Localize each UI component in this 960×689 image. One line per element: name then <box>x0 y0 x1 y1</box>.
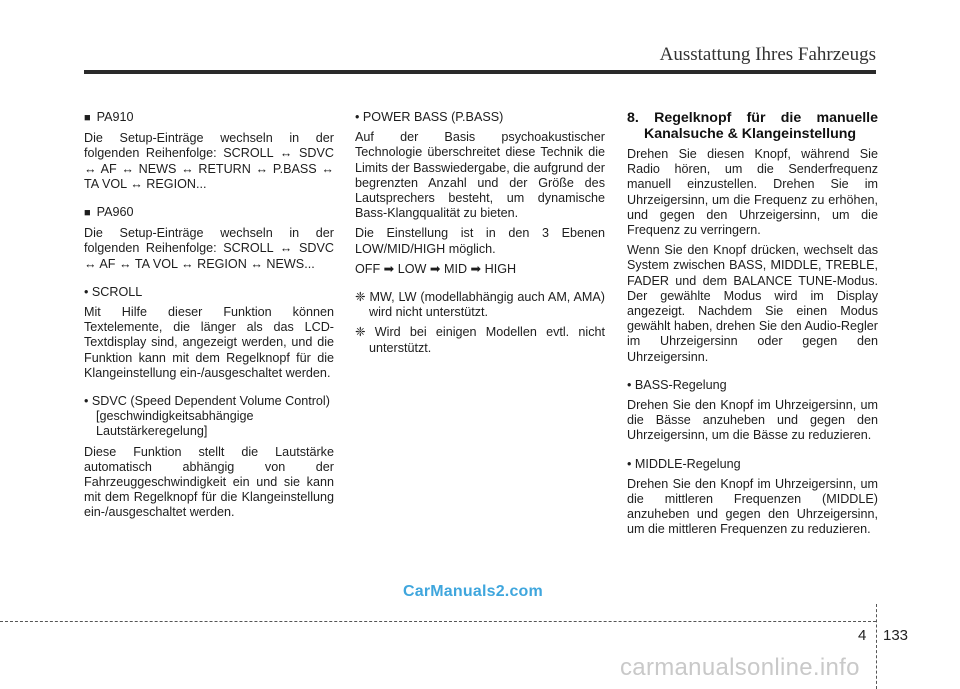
page-header-title: Ausstattung Ihres Fahrzeugs <box>659 44 876 65</box>
footer-divider <box>0 621 876 622</box>
footer-vertical-divider <box>876 604 877 689</box>
pa910-heading: ■ PA910 <box>84 110 134 124</box>
levels-sequence: OFF ➡ LOW ➡ MID ➡ HIGH <box>355 261 517 276</box>
bass-text: Drehen Sie den Knopf im Uhrzeigersinn, um die Bässe anzuheben und gegen den Uhrzeigersinn, um die Bässe zu reduzieren. <box>627 398 878 443</box>
bass-heading: • BASS-Regelung <box>627 377 727 392</box>
levels-text: Die Einstellung ist in den 3 Ebenen LOW/MID/HIGH möglich. <box>355 226 605 256</box>
pa910-text: Die Setup-Einträge wechseln in der folgenden Reihenfolge: SCROLL ↔ SDVC ↔ AF ↔ NEWS ↔ RETURN ↔ P.BASS ↔ TA VOL ↔ REGION... <box>84 131 334 191</box>
middle-heading: • MIDDLE-Regelung <box>627 456 741 471</box>
note-2: ❈ Wird bei einigen Modellen evtl. nicht unterstützt. <box>355 325 605 355</box>
note-1: ❈ MW, LW (modellabhängig auch AM, AMA) wird nicht unterstützt. <box>355 290 605 320</box>
square-bullet-icon: ■ <box>84 112 91 124</box>
pa960-heading: ■ PA960 <box>84 205 134 220</box>
sdvc-text: Diese Funktion stellt die Lautstärke automatisch abhängig von der Fahrzeuggeschwindigkeit ein und sie kann mit dem Regelknopf für die Klangeinstellung ein-/ausgeschaltet werden. <box>84 444 334 520</box>
square-bullet-icon: ■ <box>84 207 91 220</box>
sdvc-heading: • SDVC (Speed Dependent Volume Control) [geschwindigkeitsabhängige Lautstärkeregelung] <box>84 394 330 439</box>
scroll-text: Mit Hilfe dieser Funktion können Textelemente, die länger als das LCD-Textdisplay sind, angezeigt werden, und die Funktion kann mit dem Regelknopf für die Klangeinstellung ein-/ausgeschaltet werden. <box>84 305 334 380</box>
pbass-heading: • POWER BASS (P.BASS) <box>355 110 504 124</box>
header-rule <box>84 70 876 74</box>
footer-site-watermark: carmanualsonline.info <box>620 654 860 681</box>
pa960-text: Die Setup-Einträge wechseln in der folgenden Reihenfolge: SCROLL ↔ SDVC ↔ AF ↔ TA VOL ↔ REGION ↔ NEWS... <box>84 226 334 271</box>
section-intro-1: Drehen Sie diesen Knopf, während Sie Radio hören, um die Senderfrequenz manuell einzustellen. Drehen Sie im Uhrzeigersinn, um die Frequenz zu erhöhen, und gegen den Uhrzeigersinn, um die Frequenz zu verringern. <box>627 147 878 238</box>
chapter-number: 4 <box>858 627 867 644</box>
scroll-heading: • SCROLL <box>84 284 143 299</box>
middle-text: Drehen Sie den Knopf im Uhrzeigersinn, um die mittleren Frequenzen (MIDDLE) anzuheben und gegen den Uhrzeigersinn, um die mittleren Frequenzen zu reduzieren. <box>627 476 878 537</box>
column-3 <box>627 110 878 538</box>
page-number: 133 <box>883 627 909 644</box>
watermark-link[interactable]: CarManuals2.com <box>403 583 543 600</box>
column-1 <box>84 110 334 521</box>
section-title: 8. Regelknopf für die manuelle Kanalsuche & Klangeinstellung <box>627 110 878 142</box>
section-intro-2: Wenn Sie den Knopf drücken, wechselt das System zwischen BASS, MIDDLE, TREBLE, FADER und dem BALANCE TUNE-Modus. Der gewählte Modus wird im Display angezeigt. Nachdem Sie einen Modus gewählt haben, drehen Sie den Audio-Regler im Uhrzeigersinn oder gegen den Uhrzeigersinn. <box>627 243 878 364</box>
column-2 <box>355 110 605 356</box>
pbass-text: Auf der Basis psychoakustischer Technologie überschreitet diese Technik die Limits der Basswiedergabe, die aufgrund der begrenzten Anzahl und der Größe des Lautsprechers besteht, um dynamische Bass-Klangqualität zu bieten. <box>355 130 605 221</box>
